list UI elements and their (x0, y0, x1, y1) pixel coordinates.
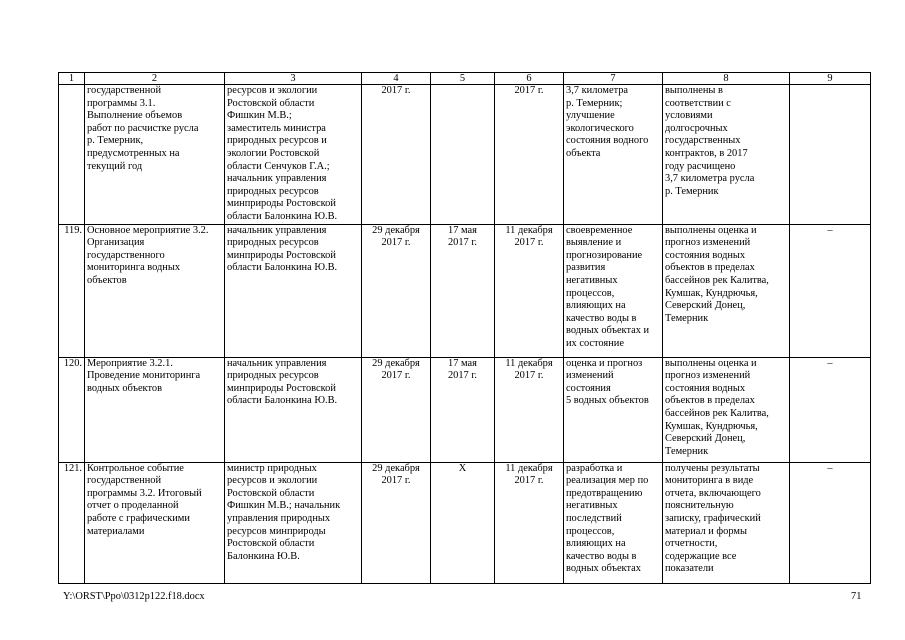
planned-date: 29 декабря 2017 г. (362, 224, 431, 357)
responsible-person: начальник управления природных ресурсов минприроды Ростовской области Балонкина Ю.В. (225, 357, 362, 462)
planned-result: 3,7 километра р. Темерник; улучшение экологического состояния водного объекта (564, 85, 663, 225)
column-number: 7 (564, 73, 663, 85)
start-date: 17 мая 2017 г. (431, 224, 495, 357)
row-number: 121. (59, 462, 85, 583)
activity-name: государственной программы 3.1. Выполнение объемов работ по расчистке русла р. Темерник, предусмотренных на текущий год (85, 85, 225, 225)
end-date: 11 декабря 2017 г. (495, 357, 564, 462)
end-date: 11 декабря 2017 г. (495, 224, 564, 357)
column-number: 3 (225, 73, 362, 85)
column-number: 5 (431, 73, 495, 85)
actual-result: получены результаты мониторинга в виде отчета, включающего пояснительную записку, графический материал и формы отчетности, содержащие все показатели (663, 462, 790, 583)
column-number-row (59, 73, 871, 85)
notes: – (790, 357, 871, 462)
planned-date: 29 декабря 2017 г. (362, 357, 431, 462)
responsible-person: министр природных ресурсов и экологии Ростовской области Фишкин М.В.; начальник управления природных ресурсов минприроды Ростовской области Балонкина Ю.В. (225, 462, 362, 583)
column-number: 9 (790, 73, 871, 85)
table-row (59, 462, 871, 583)
planned-date: 29 декабря 2017 г. (362, 462, 431, 583)
actual-result: выполнены оценка и прогноз изменений состояния водных объектов в пределах бассейнов рек Калитва, Кумшак, Кундрючья, Северский Донец, Темерник (663, 357, 790, 462)
activity-name: Контрольное событие государственной программы 3.2. Итоговый отчет о проделанной работе с графическими материалами (85, 462, 225, 583)
notes (790, 85, 871, 225)
end-date: 2017 г. (495, 85, 564, 225)
page-number: 71 (851, 591, 862, 602)
row-number (59, 85, 85, 225)
row-number: 119. (59, 224, 85, 357)
report-table (58, 72, 871, 584)
column-number: 2 (85, 73, 225, 85)
table-row (59, 224, 871, 357)
actual-result: выполнены оценка и прогноз изменений состояния водных объектов в пределах бассейнов рек Калитва, Кумшак, Кундрючья, Северский Донец, Темерник (663, 224, 790, 357)
notes: – (790, 224, 871, 357)
column-number: 1 (59, 73, 85, 85)
planned-result: оценка и прогноз изменений состояния 5 водных объектов (564, 357, 663, 462)
file-path: Y:\ORST\Ppo\0312p122.f18.docx (63, 591, 205, 602)
table-row (59, 357, 871, 462)
column-number: 8 (663, 73, 790, 85)
notes: – (790, 462, 871, 583)
planned-date: 2017 г. (362, 85, 431, 225)
activity-name: Основное мероприятие 3.2. Организация государственного мониторинга водных объектов (85, 224, 225, 357)
start-date (431, 85, 495, 225)
table-row (59, 85, 871, 225)
responsible-person: начальник управления природных ресурсов минприроды Ростовской области Балонкина Ю.В. (225, 224, 362, 357)
row-number: 120. (59, 357, 85, 462)
planned-result: своевременное выявление и прогнозирование развития негативных процессов, влияющих на качество воды в водных объектах и их состояние (564, 224, 663, 357)
start-date: 17 мая 2017 г. (431, 357, 495, 462)
planned-result: разработка и реализация мер по предотвращению негативных последствий процессов, влияющих на качество воды в водных объектах (564, 462, 663, 583)
column-number: 4 (362, 73, 431, 85)
activity-name: Мероприятие 3.2.1. Проведение мониторинга водных объектов (85, 357, 225, 462)
start-date: Х (431, 462, 495, 583)
end-date: 11 декабря 2017 г. (495, 462, 564, 583)
responsible-person: ресурсов и экологии Ростовской области Фишкин М.В.; заместитель министра природных ресурсов и экологии Ростовской области Сенчуков Г.А.; начальник управления природных ресурсов минприроды Ростовской области Балонкина Ю.В. (225, 85, 362, 225)
actual-result: выполнены в соответствии с условиями долгосрочных государственных контрактов, в 2017 году расчищено 3,7 километра русла р. Темерник (663, 85, 790, 225)
column-number: 6 (495, 73, 564, 85)
